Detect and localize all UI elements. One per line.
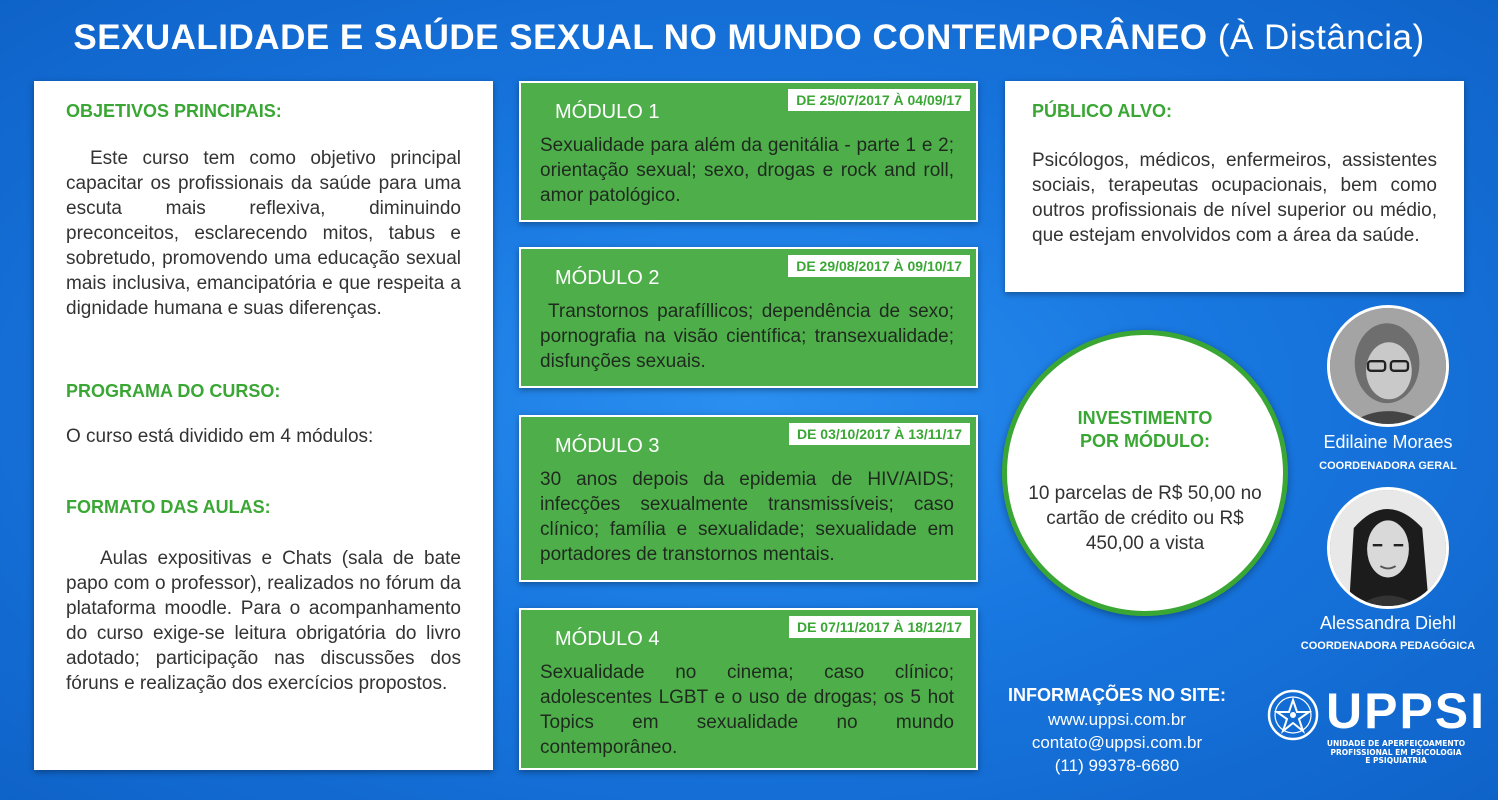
uppsi-logo-text: UPPSI xyxy=(1326,683,1487,739)
module-card-4 xyxy=(519,608,978,770)
coordinator-name: Edilaine Moraes xyxy=(1323,432,1453,452)
module-description: 30 anos depois da epidemia de HIV/AIDS; infecções sexualmente transmissíveis; caso clínico; família e sexualidade; sexualidade em portadores de transtornos mentais. xyxy=(540,469,954,565)
publico-text: Psicólogos, médicos, enfermeiros, assistentes sociais, terapeutas ocupacionais, bem como outros profissionais de nível superior ou médio, que estejam envolvidos com a área da saúde. xyxy=(1032,150,1437,246)
coordinator-role: COORDENADORA PEDAGÓGICA xyxy=(1300,640,1476,652)
module-description: Transtornos parafíllicos; dependência de sexo; pornografia na visão científica; transexualidade; disfunções sexuais. xyxy=(540,301,954,372)
page-title xyxy=(0,18,1498,58)
website-link[interactable]: www.uppsi.com.br xyxy=(1048,710,1186,729)
module-description: Sexualidade para além da genitália - parte 1 e 2; orientação sexual; sexo, drogas e rock and roll, amor patológico. xyxy=(540,135,954,206)
objetivos-text: Este curso tem como objetivo principal capacitar os profissionais da saúde para uma escuta mais reflexiva, diminuindo preconceitos, esclarecendo mitos, tabus e sobretudo, promovendo uma educação sexual mais inclusiva, emancipatória e que respeita a dignidade humana e suas diferenças. xyxy=(66,148,461,319)
person-photo-icon xyxy=(1330,490,1446,606)
investimento-circle xyxy=(1002,330,1288,616)
course-info-panel xyxy=(34,81,493,770)
programa-text: O curso está dividido em 4 módulos: xyxy=(66,426,374,447)
coordinator-name: Alessandra Diehl xyxy=(1319,613,1457,633)
avatar xyxy=(1327,487,1449,609)
module-description: Sexualidade no cinema; caso clínico; adolescentes LGBT e o uso de drogas; os 5 hot Topics em sexualidade no mundo contemporâneo. xyxy=(540,662,954,758)
publico-alvo-panel xyxy=(1005,81,1464,292)
person-photo-icon xyxy=(1330,308,1446,424)
objetivos-heading: OBJETIVOS PRINCIPAIS: xyxy=(66,101,282,121)
page-title-subtitle: (À Distância) xyxy=(1217,18,1425,57)
avatar xyxy=(1327,305,1449,427)
logo-tagline-line3: E PSIQUIATRIA xyxy=(1365,756,1427,765)
programa-heading: PROGRAMA DO CURSO: xyxy=(66,381,281,401)
module-date-badge: DE 03/10/2017 À 13/11/17 xyxy=(789,423,970,445)
email-link[interactable]: contato@uppsi.com.br xyxy=(1031,733,1203,752)
phone-number: (11) 99378-6680 xyxy=(1054,756,1180,775)
module-title: MÓDULO 4 xyxy=(555,628,660,650)
info-heading: INFORMAÇÕES NO SITE: xyxy=(1007,685,1226,705)
investimento-heading xyxy=(1007,407,1283,453)
module-card-3 xyxy=(519,415,978,582)
module-date-badge: DE 07/11/2017 À 18/12/17 xyxy=(789,616,970,638)
investimento-heading-line2: POR MÓDULO: xyxy=(1080,431,1210,451)
logo-tagline-line1: UNIDADE DE APERFEIÇOAMENTO xyxy=(1326,739,1466,748)
module-date-badge: DE 25/07/2017 À 04/09/17 xyxy=(788,89,970,111)
logo-tagline-line2: PROFISSIONAL EM PSICOLOGIA xyxy=(1330,747,1462,757)
formato-text: Aulas expositivas e Chats (sala de bate papo com o professor), realizados no fórum da plataforma moodle. Para o acompanhamento do curso exige-se leitura obrigatória do livro adotado; participação nas discussões dos fóruns e realização dos exercícios propostos. xyxy=(66,548,461,694)
module-title: MÓDULO 1 xyxy=(555,101,660,123)
module-card-1 xyxy=(519,81,978,222)
publico-heading: PÚBLICO ALVO: xyxy=(1032,101,1172,121)
uppsi-logo-tagline xyxy=(1326,740,1466,766)
module-title: MÓDULO 2 xyxy=(555,267,660,289)
page-title-main: SEXUALIDADE E SAÚDE SEXUAL NO MUNDO CONTEMPORÂNEO xyxy=(73,18,1208,57)
investimento-text: 10 parcelas de R$ 50,00 no cartão de crédito ou R$ 450,00 a vista xyxy=(1028,483,1262,554)
formato-heading: FORMATO DAS AULAS: xyxy=(66,497,271,517)
module-title: MÓDULO 3 xyxy=(555,435,660,457)
investimento-heading-line1: INVESTIMENTO xyxy=(1077,408,1213,428)
module-date-badge: DE 29/08/2017 À 09/10/17 xyxy=(788,255,970,277)
coordinator-role: COORDENADORA GERAL xyxy=(1319,460,1457,472)
module-card-2 xyxy=(519,247,978,388)
uppsi-logo-icon xyxy=(1266,688,1320,742)
